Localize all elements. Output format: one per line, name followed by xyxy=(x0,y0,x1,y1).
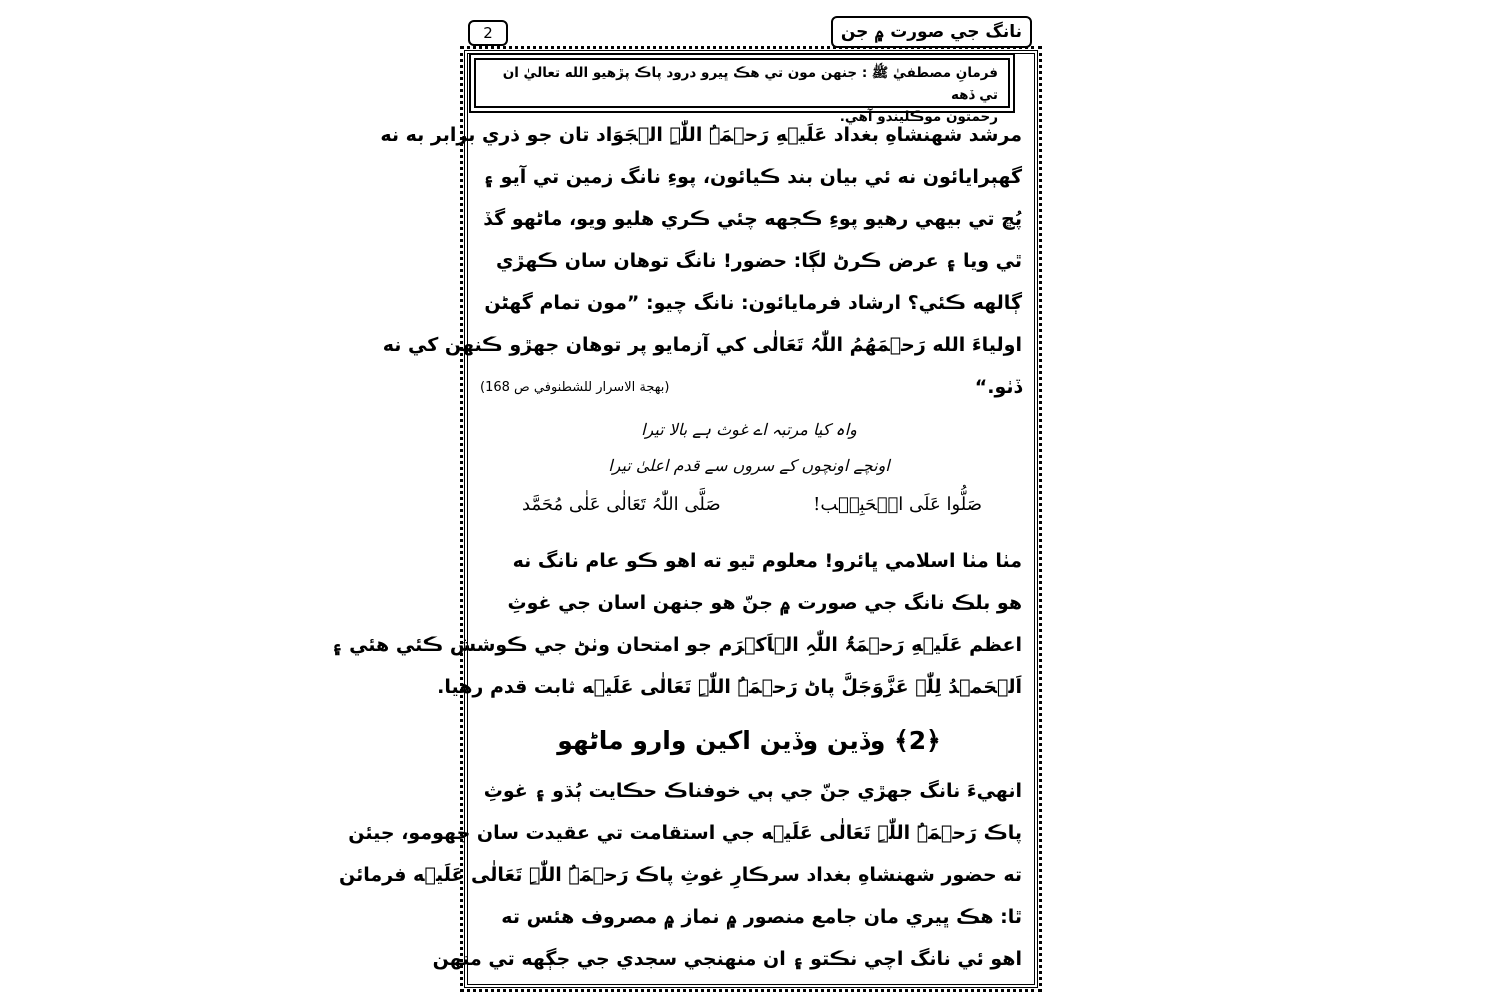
text-line: انهيءَ نانگ جهڙي جنّ جي ٻي خوفناڪ حڪايت ٻُڌو ۽ غوثِ xyxy=(483,780,1022,802)
paragraph-2 xyxy=(331,540,1022,708)
running-title: نانگ جي صورت ۾ جن xyxy=(831,16,1032,48)
text-line: اولياءَ الله رَحۡمَھُمُ اللّٰہُ تَعَالٰی کي آزمايو پر توهان جهڙو ڪنهن کي نه xyxy=(382,334,1022,356)
durood-line xyxy=(522,494,982,515)
hadith-line-1: فرمانِ مصطفيٰ ﷺ : جنهن مون تي هڪ ڀيرو درود پاڪ پڙهيو الله تعاليٰ ان تي ڏهه xyxy=(502,65,998,103)
text-line: ڳالهه ڪئي؟ ارشاد فرمايائون: نانگ چيو: ”مون تمام گهڻن xyxy=(484,292,1022,314)
text-line: ڏٺو.“ xyxy=(974,376,1022,398)
paragraph-1 xyxy=(380,114,1022,408)
text-line: ٿا: هڪ ڀيري مان جامع منصور ۾ نماز ۾ مصروف هئس ته xyxy=(501,906,1022,928)
text-line: ته حضور شهنشاهِ بغداد سرڪارِ غوثِ پاڪ رَحۡمَۃُ اللّٰہِ تَعَالٰی عَلَيۡه فرمائن xyxy=(339,864,1022,886)
verse-line-1: واہ کیا مرتبہ اے غوث ہے بالا تیرا xyxy=(641,420,857,439)
durood-response: صَلَّی اللّٰہُ تَعَالٰی عَلٰی مُحَمَّد xyxy=(522,494,721,515)
text-line: ٿي ويا ۽ عرض ڪرڻ لڳا: حضور! نانگ توهان سان ڪهڙي xyxy=(496,250,1022,272)
text-line: پُڇ تي بيهي رهيو پوءِ ڪجهه چئي ڪري هليو ويو، ماڻهو گڏ xyxy=(483,208,1022,230)
page-number: 2 xyxy=(468,20,508,46)
text-line: مرشد شهنشاهِ بغداد عَلَيۡهِ رَحۡمَۃُ اللّٰہِ الۡجَوَاد تان جو ذري برابر به نه xyxy=(380,124,1022,146)
text-line: مٺا مٺا اسلامي ڀائرو! معلوم ٿيو ته اهو ڪو عام نانگ نه xyxy=(512,550,1022,572)
text-line: اعظم عَلَيۡهِ رَحۡمَۃُ اللّٰہِ الۡاَکۡرَم جو امتحان وٺڻ جي ڪوشش ڪئي هئي ۽ xyxy=(331,634,1022,656)
verse-line-2: اونچے اونچوں کے سروں سے قدم اعلیٰ تیرا xyxy=(608,456,890,475)
text-line: هو بلڪ نانگ جي صورت ۾ جنّ هو جنهن اسان جي غوثِ xyxy=(507,592,1022,614)
hadith-box xyxy=(474,58,1010,125)
hadith-line-2: رحمتون موڪليندو آهي. xyxy=(839,109,998,125)
book-page xyxy=(331,14,1036,986)
section-heading: ﴿2﴾ وڏين وڏين اکين وارو ماڻهو xyxy=(557,726,941,755)
durood-call: صَلُّوا عَلَی الۡحَبِیۡب! xyxy=(813,494,982,515)
text-line: پاڪ رَحۡمَۃُ اللّٰہِ تَعَالٰی عَلَيۡه جي استقامت تي عقيدت سان جهومو، جيئن xyxy=(348,822,1022,844)
reference-citation: (بهجة الاسرار للشطنوفي ص 168) xyxy=(480,380,670,395)
text-line: اَلۡحَمۡدُ لِلّٰہ عَزَّوَجَلَّ پاڻ رَحۡمَۃُ اللّٰہِ تَعَالٰی عَلَيۡه ثابت قدم رهيا. xyxy=(437,676,1022,698)
text-line: اهو ئي نانگ اچي نڪتو ۽ ان منهنجي سجدي جي جڳهه تي منهن xyxy=(432,948,1022,970)
text-line: گهٻرايائون نه ئي بيان بند ڪيائون، پوءِ نانگ زمين تي آيو ۽ xyxy=(482,166,1022,188)
paragraph-3 xyxy=(339,770,1022,980)
